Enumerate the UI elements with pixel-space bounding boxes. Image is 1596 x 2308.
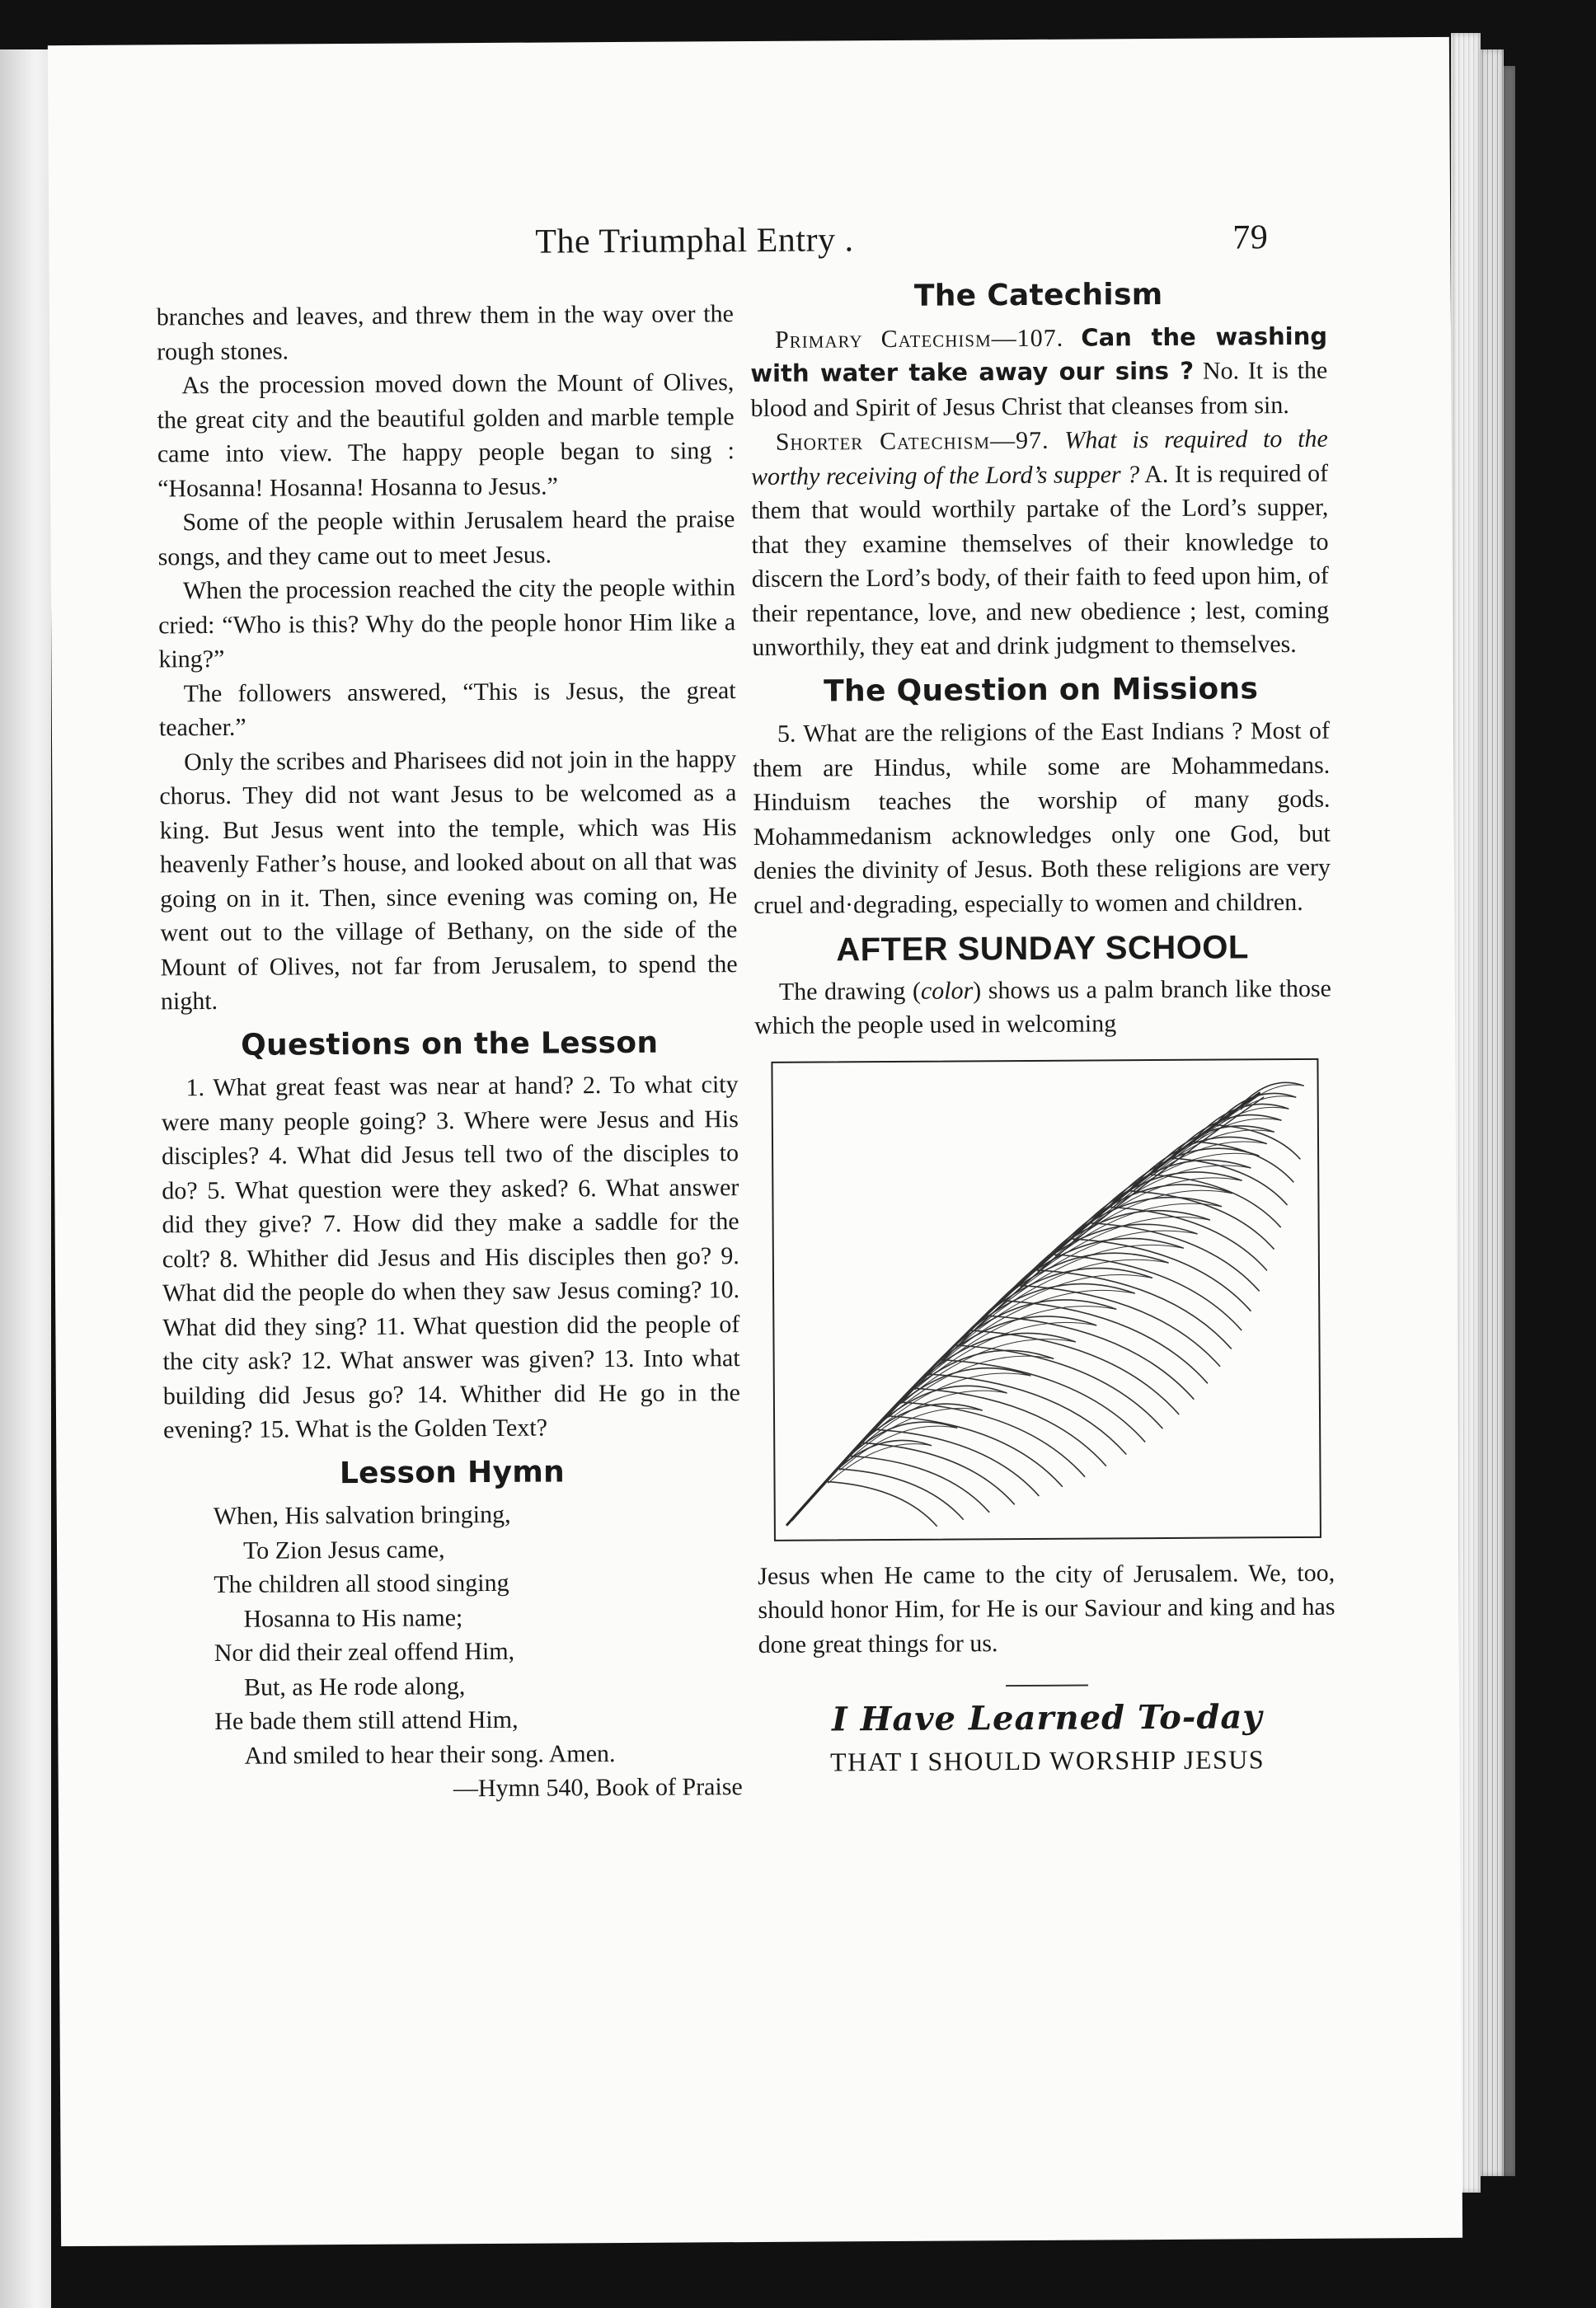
palm-leaflet	[1192, 1104, 1289, 1142]
running-head-title: The Triumphal Entry .	[535, 221, 854, 261]
story-paragraph: When the procession reached the city the people within cried: “Who is this? Why do the people honor Him like a king?”	[158, 574, 736, 673]
primary-catechism-question: Can the washing with water take away our sins ?	[750, 321, 1328, 388]
shorter-catechism-question: What is required to the worthy receiving of the Lord’s supper ?	[750, 425, 1328, 490]
palm-leaflet-edge	[942, 1290, 1135, 1361]
hymn-heading: Lesson Hymn	[339, 1454, 566, 1490]
shorter-catechism	[751, 422, 1330, 665]
facing-page-edge	[0, 49, 51, 2308]
missions-text: 5. What are the religions of the East Indians ? Most of them are Hindus, while some are Mohammedans. Hinduism teaches the worship of many gods. Mohammedanism acknowledges only one God, but denies the divinity of Jesus. Both these religions are very cruel and·degrading, especially to women and children.	[753, 716, 1331, 919]
palm-leaflet	[1071, 1237, 1251, 1312]
shorter-catechism-label: Shorter Catechism—97.	[775, 426, 1049, 456]
palm-leaflet	[825, 1440, 932, 1481]
palm-leaflet	[913, 1386, 1106, 1466]
palm-leaflet	[926, 1372, 1126, 1456]
primary-catechism-label: Primary Catechism—107.	[774, 324, 1064, 354]
palm-leaflet	[985, 1314, 1194, 1400]
palm-leaflet	[885, 1350, 1054, 1416]
hymn-verse	[214, 1496, 743, 1807]
intro-text: ) shows us a palm branch like those which the people used in welcoming	[754, 974, 1331, 1040]
page-number: 79	[1232, 218, 1269, 257]
after-sunday-school-intro	[754, 971, 1331, 1043]
hymn-line: And smiled to hear their song. Amen.	[244, 1739, 616, 1770]
hymn-line: Hosanna to His name;	[243, 1603, 463, 1633]
hymn-line: The children all stood singing	[214, 1569, 509, 1599]
hymn-line: To Zion Jesus came,	[242, 1535, 445, 1564]
questions-text: 1. What great feast was near at hand? 2. To what city were many people going? 3. Where were Jesus and His disciples? 4. What did Jesus tell two of the disciples to do? 5. What question were they asked? 6. What answer did they give? 7. How did they make a saddle for the colt? 8. Whither did Jesus and His disciples then go? 9. What did the people do when they saw Jesus coming? 10. What did they sing? 11. What question did the people of the city ask? 12. What answer was given? 13. Into what building did Jesus go? 14. Whither did He go in the evening? 15. What is the Golden Text?	[161, 1071, 740, 1444]
learned-today-text: THAT I SHOULD WORSHIP JESUS	[829, 1743, 1265, 1776]
palm-leaflet	[1018, 1283, 1220, 1367]
palm-branch-illustration	[771, 1058, 1321, 1541]
story-paragraph: Some of the people within Jerusalem heard the praise songs, and they came out to meet Jesus.	[157, 505, 735, 570]
palm-leaflet	[861, 1442, 1015, 1505]
book-page	[48, 37, 1462, 2246]
story-paragraph: The followers answered, “This is Jesus, the great teacher.”	[158, 676, 736, 742]
questions-heading: Questions on the Lesson	[241, 1025, 659, 1063]
shorter-catechism-answer: A. It is required of them that would worthily partake of the Lord’s supper, that they examine themselves of their knowledge to discern the Lord’s body, of their faith to feed upon him, of their repentance, love, and new obedience ; lest, coming unworthily, they eat and drink judgment to themselves.	[751, 459, 1330, 662]
story-paragraph: As the procession moved down the Mount of Olives, the great city and the beautiful golden and marble temple came into view. The happy people began to sing : “Hosanna! Hosanna! Hosanna to Jesus.”	[157, 368, 735, 502]
running-head	[535, 218, 1277, 261]
page-stack-edge	[1481, 49, 1504, 2176]
left-column	[157, 297, 743, 1808]
after-sunday-school-outro: Jesus when He came to the city of Jerusalem. We, too, should honor Him, for He is our Saviour and king and has done great things for us.	[758, 1559, 1335, 1658]
story-paragraph: branches and leaves, and threw them in the way over the rough stones.	[156, 300, 734, 365]
intro-color-word: color	[920, 976, 974, 1005]
after-sunday-school-heading: AFTER SUNDAY SCHOOL	[836, 929, 1250, 969]
hymn-line: Nor did their zeal offend Him,	[214, 1637, 515, 1668]
palm-leaflet	[1149, 1173, 1281, 1227]
palm-leaflet	[912, 1316, 1097, 1387]
catechism-heading: The Catechism	[913, 277, 1163, 313]
book-cover-edge	[1504, 66, 1515, 2176]
primary-catechism-answer: No. It is the blood and Spirit of Jesus Christ that cleanses from sin.	[750, 356, 1328, 422]
right-column	[750, 277, 1336, 1780]
section-divider	[1006, 1685, 1088, 1687]
story-paragraph: Only the scribes and Pharisees did not join in the happy chorus. They did not want Jesus to be welcomed as a king. But Jesus went into the temple, which was His heavenly Father’s house, and looked about on all that was going on in it. Then, since evening was coming on, He went out to the village of Bethany, on the side of the Mount of Olives, not far from Jerusalem, to spend the night.	[159, 744, 738, 1016]
primary-catechism	[750, 319, 1328, 425]
hymn-line: He bade them still attend Him,	[214, 1705, 519, 1736]
palm-leaflet	[899, 1400, 1085, 1477]
palm-leaflet	[849, 1455, 990, 1513]
hymn-source: —Hymn 540, Book of Praise	[453, 1773, 743, 1803]
hymn-line: But, as He rode along,	[243, 1672, 466, 1701]
palm-leaflet	[837, 1468, 963, 1521]
palm-branch-drawing	[772, 1059, 1320, 1539]
palm-fronds	[824, 1082, 1307, 1527]
palm-stem	[785, 1093, 1262, 1525]
hymn-line: When, His salvation bringing,	[213, 1500, 511, 1531]
palm-leaflet	[873, 1367, 1031, 1429]
intro-text: The drawing (	[778, 977, 922, 1006]
learned-today-heading: I Have Learned To-day	[831, 1697, 1263, 1739]
palm-leaflet	[1002, 1299, 1208, 1385]
palm-leaflet	[985, 1238, 1184, 1316]
missions-heading: The Question on Missions	[824, 671, 1259, 708]
